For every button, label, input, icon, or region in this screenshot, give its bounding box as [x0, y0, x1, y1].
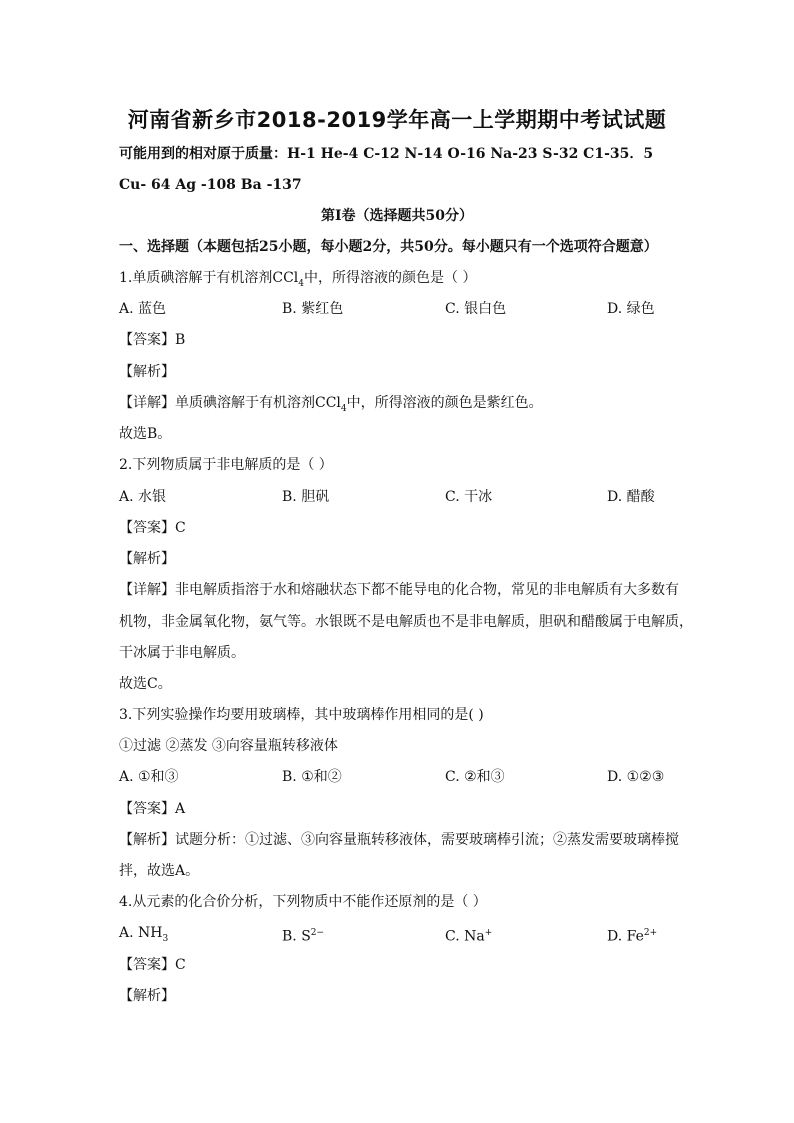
- question-3-analysis-line-1: 【解析】试题分析：①过滤、③向容量瓶转移液体，需要玻璃棒引流；②蒸发需要玻璃棒搅: [119, 832, 679, 848]
- question-2-option-d: D. 醋酸: [607, 489, 655, 505]
- question-3-stem: 3.下列实验操作均要用玻璃棒，其中玻璃棒作用相同的是( ): [119, 707, 484, 723]
- question-2-answer: 【答案】C: [119, 520, 186, 536]
- question-2-option-b: B. 胆矾: [282, 489, 330, 505]
- question-1-option-d: D. 绿色: [607, 301, 655, 317]
- question-1-stem-tail: 中，所得溶液的颜色是（ ）: [304, 270, 477, 286]
- question-1-conclusion: 故选B。: [119, 426, 172, 442]
- question-1-option-a: A. 蓝色: [119, 301, 167, 317]
- question-4-option-d-text: D. Fe: [607, 928, 644, 945]
- question-2-conclusion: 故选C。: [119, 676, 172, 692]
- question-4-option-c-text: C. Na: [445, 928, 485, 945]
- question-4-option-d: [607, 923, 657, 947]
- question-2-detail-line-2: 机物，非金属氧化物，氨气等。水银既不是电解质也不是非电解质，胆矾和醋酸属于电解质，: [119, 614, 693, 630]
- question-1-option-c: C. 银白色: [445, 301, 507, 317]
- question-3-answer: 【答案】A: [119, 801, 186, 817]
- atomic-mass-line-1: 可能用到的相对原于质量：H-1 He-4 C-12 N-14 O-16 Na-23 S-32 C1-35．5: [119, 146, 654, 162]
- question-1-option-b: B. 紫红色: [282, 301, 344, 317]
- question-4-option-c: [445, 923, 492, 947]
- question-4-option-a: [119, 923, 168, 949]
- question-4-option-a-text: A. NH: [119, 925, 163, 941]
- page-title: 河南省新乡市2018-2019学年高一上学期期中考试试题: [127, 108, 667, 132]
- question-1-detail: [119, 393, 543, 419]
- question-4-option-b-text: B. S: [282, 928, 311, 945]
- part-title: 一、选择题（本题包括25小题，每小题2分，共50分。每小题只有一个选项符合题意）: [119, 239, 658, 255]
- question-1-stem: [119, 268, 476, 294]
- question-2-stem: 2.下列物质属于非电解质的是（ ）: [119, 457, 333, 473]
- question-2-option-c: C. 干冰: [445, 489, 493, 505]
- question-1-analysis: 【解析】: [119, 364, 175, 380]
- question-1-detail-subscript: 4: [340, 403, 347, 414]
- question-1-detail-tail: 中，所得溶液的颜色是紫红色。: [346, 395, 543, 411]
- question-1-stem-text: 1.单质碘溶解于有机溶剂CCl: [119, 270, 299, 286]
- question-4-option-b: [282, 923, 324, 947]
- question-4-option-b-superscript: 2−: [310, 928, 325, 938]
- question-4-option-a-subscript: 3: [162, 933, 169, 944]
- question-2-option-a: A. 水银: [119, 489, 167, 505]
- question-4-stem: 4.从元素的化合价分析，下列物质中不能作还原剂的是（ ）: [119, 894, 487, 910]
- question-1-detail-text: 【详解】单质碘溶解于有机溶剂CCl: [119, 395, 341, 411]
- question-4-answer: 【答案】C: [119, 957, 186, 973]
- question-2-analysis: 【解析】: [119, 551, 175, 567]
- question-3-option-b: B. ①和②: [282, 769, 342, 785]
- question-4-option-c-superscript: +: [484, 928, 493, 938]
- atomic-mass-line-2: Cu- 64 Ag -108 Ba -137: [119, 177, 302, 193]
- question-3-option-d: D. ①②③: [607, 769, 665, 785]
- question-1-answer: 【答案】B: [119, 332, 186, 348]
- question-3-analysis-line-2: 拌，故选A。: [119, 863, 200, 879]
- question-3-option-c: C. ②和③: [445, 769, 505, 785]
- question-3-option-a: A. ①和③: [119, 769, 179, 785]
- question-2-detail-line-1: 【详解】非电解质指溶于水和熔融状态下都不能导电的化合物，常见的非电解质有大多数有: [119, 582, 679, 598]
- question-1-subscript: 4: [298, 278, 304, 289]
- section-title: 第Ⅰ卷（选择题共50分）: [320, 208, 474, 224]
- question-2-detail-line-3: 干冰属于非电解质。: [119, 645, 245, 661]
- question-4-option-d-superscript: 2+: [643, 928, 658, 938]
- question-4-analysis: 【解析】: [119, 988, 175, 1004]
- question-3-items: ①过滤 ②蒸发 ③向容量瓶转移液体: [119, 738, 338, 754]
